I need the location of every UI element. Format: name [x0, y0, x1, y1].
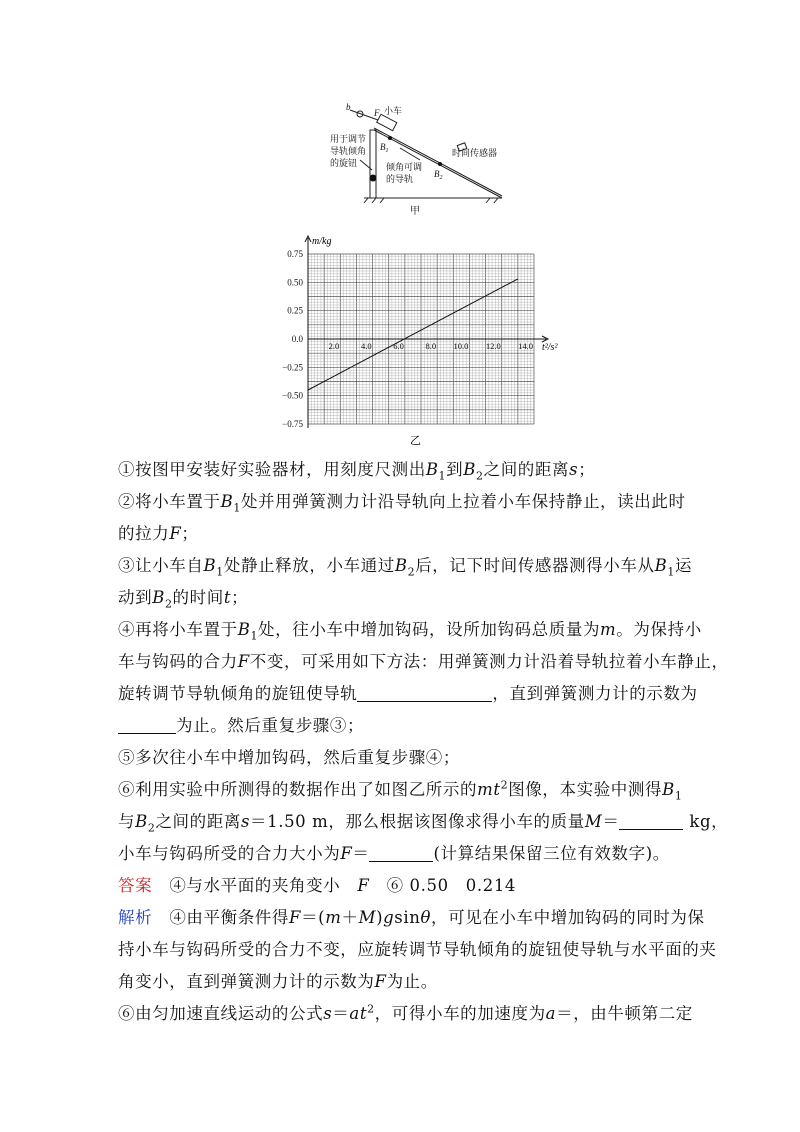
answer-blank-1[interactable] — [357, 683, 492, 702]
step-3-line-2: 动到$B_2$的时间t； — [118, 588, 249, 611]
x-tick-label: 6.0 — [393, 341, 404, 351]
analysis-line-1: 解析 ④由平衡条件得F＝(m＋M)gsinθ，可见在小车中增加钩码的同时为保 — [118, 908, 705, 927]
answer-line: 答案 ④与水平面的夹角变小 F ⑥ 0.50 0.214 — [118, 876, 517, 895]
step-3-line-1: ③让小车自$B_1$处静止释放，小车通过$B_2$后，记下时间传感器测得小车从$B_1$运 — [118, 556, 693, 579]
analysis-line-2: 持小车与钩码所受的合力不变，应旋转调节导轨倾角的旋钮使导轨与水平面的夹 — [118, 940, 717, 959]
chart-y-label: m/kg — [312, 236, 332, 247]
y-tick-label: 0.0 — [291, 334, 303, 344]
y-tick-label: −0.25 — [282, 362, 303, 373]
label-F: F — [374, 108, 380, 118]
b1-point — [388, 136, 392, 140]
analysis-line-4: ⑥由匀加速直线运动的公式$s=at^2$，可得小车的加速度为a＝，由牛顿第二定 — [118, 1002, 693, 1023]
step-2-line-2: 的拉力F； — [118, 524, 199, 543]
step-1: ①按图甲安装好实验器材，用刻度尺测出$B_1$到$B_2$之间的距离s； — [118, 460, 596, 483]
cart — [377, 114, 397, 130]
figure-jia — [330, 100, 530, 218]
label-cart: 小车 — [384, 106, 403, 116]
b2-point — [438, 162, 442, 166]
label-B1: $B_1$ — [380, 142, 389, 154]
chart-series — [308, 279, 518, 390]
figure-yi-chart — [260, 232, 580, 450]
step-6-line-1: ⑥利用实验中所测得的数据作出了如图乙所示的$mt^2$图像，本实验中测得$B_1$ — [118, 778, 683, 803]
step-6-line-2: 与$B_2$之间的距离s＝1.50 m，那么根据该图像求得小车的质量M＝ kg， — [118, 812, 729, 835]
x-tick-label: 10.0 — [453, 341, 469, 351]
caption-jia: 甲 — [410, 206, 420, 217]
rail-label-2: 的导轨 — [386, 174, 414, 184]
analysis-label: 解析 — [118, 908, 153, 927]
knob-label-1: 用于调节 — [330, 134, 367, 144]
y-tick-label: 0.50 — [287, 277, 303, 288]
step-4-line-4: 为止。然后重复步骤③； — [118, 710, 720, 742]
step-5: ⑤多次往小车中增加钩码，然后重复步骤④； — [118, 748, 460, 767]
answer-blank-4[interactable] — [369, 843, 433, 862]
y-tick-label: −0.75 — [282, 419, 303, 429]
answer-label: 答案 — [118, 876, 153, 895]
support-post — [370, 130, 376, 198]
label-sensor: 时间传感器 — [452, 148, 498, 158]
x-tick-label: 4.0 — [360, 341, 372, 351]
knob-icon — [370, 175, 377, 182]
x-tick-label: 14.0 — [518, 341, 533, 351]
series-line — [308, 279, 518, 390]
label-B2: $B_2$ — [434, 169, 443, 181]
x-tick-label: 12.0 — [485, 341, 501, 351]
x-tick-label: 8.0 — [425, 341, 437, 351]
x-tick-label: 2.0 — [328, 341, 340, 351]
label-b: b — [346, 102, 351, 112]
rail-label-1: 倾角可调 — [386, 162, 423, 172]
step-4-line-3: 旋转调节导轨倾角的旋钮使导轨 ，直到弹簧测力计的示数为 — [118, 684, 698, 703]
y-tick-label: −0.50 — [282, 390, 303, 401]
knob-label-2: 导轨倾角 — [330, 146, 367, 156]
step-2-line-1: ②将小车置于$B_1$处并用弹簧测力计沿导轨向上拉着小车保持静止，读出此时 — [118, 492, 686, 515]
ground-hatch — [364, 198, 498, 203]
y-tick-label: 0.75 — [287, 249, 303, 259]
answer-blank-3[interactable] — [619, 811, 683, 830]
answer-blank-2[interactable] — [118, 715, 176, 734]
step-6-line-3: 小车与钩码所受的合力大小为F＝ (计算结果保留三位有效数字)。 — [118, 844, 670, 863]
knob-label-3: 的旋钮 — [330, 158, 358, 168]
step-4-line-2: 车与钩码的合力F不变，可采用如下方法：用弹簧测力计沿着导轨拉着小车静止， — [118, 652, 729, 671]
caption-yi: 乙 — [410, 435, 421, 447]
analysis-line-3: 角变小，直到弹簧测力计的示数为F为止。 — [118, 972, 438, 991]
y-tick-label: 0.25 — [287, 305, 303, 316]
chart-x-label: t²/s² — [542, 342, 558, 353]
step-4-line-1: ④再将小车置于$B_1$处，往小车中增加钩码，设所加钩码总质量为m。为保持小 — [118, 620, 702, 643]
